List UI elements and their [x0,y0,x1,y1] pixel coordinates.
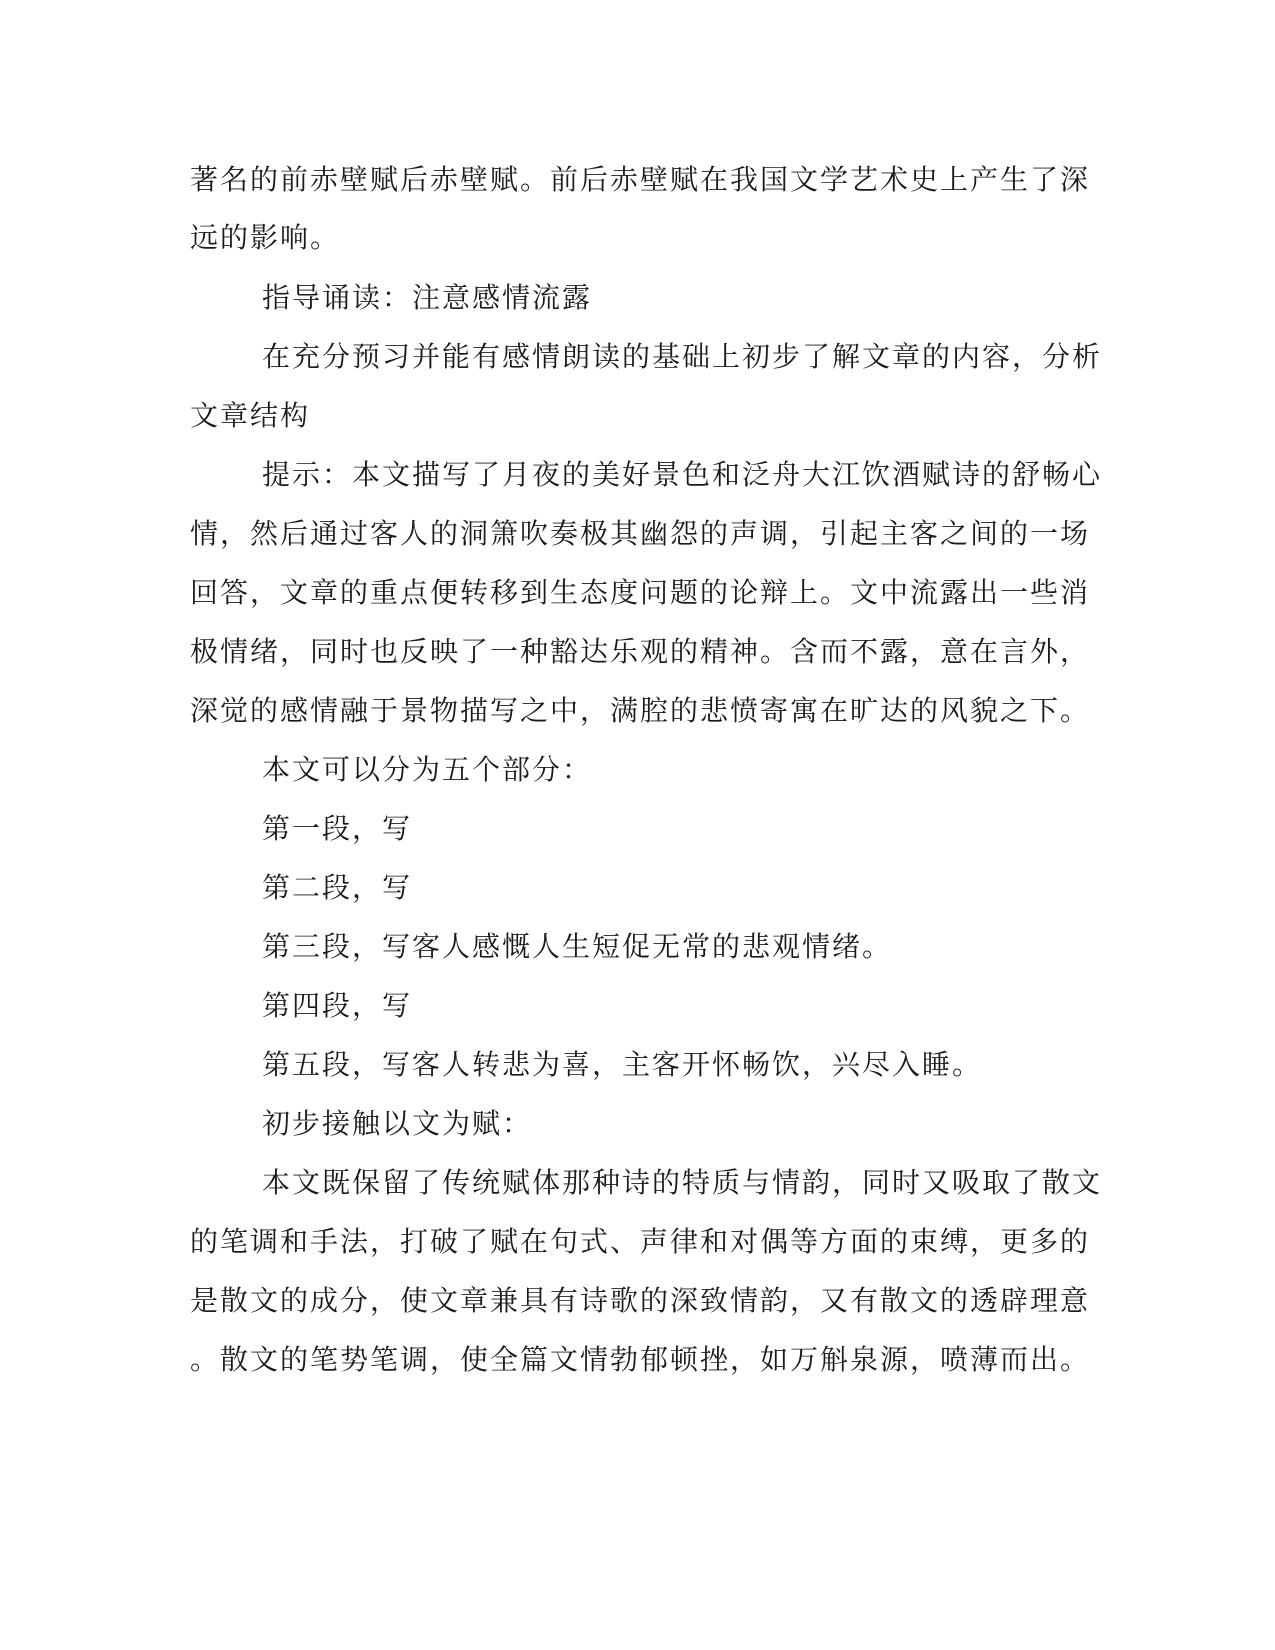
text-line: 极情绪，同时也反映了一种豁达乐观的精神。含而不露，意在言外， [190,635,1091,668]
text-line: 回答，文章的重点便转移到生态度问题的论辩上。文中流露出一些消 [190,576,1091,609]
text-line: 第一段，写 [262,812,413,845]
text-line: 提示：本文描写了月夜的美好景色和泛舟大江饮酒赋诗的舒畅心 [262,458,1103,491]
section-heading: 指导诵读：注意感情流露 [262,281,593,314]
text-line: 第五段，写客人转悲为喜，主客开怀畅饮，兴尽入睡。 [262,1048,983,1081]
text-line: 文章结构 [190,399,311,432]
text-line: 深觉的感情融于景物描写之中，满腔的悲愤寄寓在旷达的风貌之下。 [190,694,1091,727]
text-line: 的笔调和手法，打破了赋在句式、声律和对偶等方面的束缚，更多的 [190,1225,1091,1258]
section-heading: 本文可以分为五个部分： [262,753,593,786]
text-line: 是散文的成分，使文章兼具有诗歌的深致情韵，又有散文的透辟理意 [190,1284,1091,1317]
text-line: 第二段，写 [262,871,413,904]
text-line: 远的影响。 [190,221,341,254]
text-line: 第三段，写客人感慨人生短促无常的悲观情绪。 [262,930,893,963]
text-line: 在充分预习并能有感情朗读的基础上初步了解文章的内容，分析 [262,340,1103,373]
text-line: 著名的前赤壁赋后赤壁赋。前后赤壁赋在我国文学艺术史上产生了深 [190,163,1091,196]
text-line: 。散文的笔势笔调，使全篇文情勃郁顿挫，如万斛泉源，喷薄而出。 [190,1343,1091,1376]
text-line: 第四段，写 [262,989,413,1022]
text-line: 本文既保留了传统赋体那种诗的特质与情韵，同时又吸取了散文 [262,1166,1103,1199]
text-line: 情，然后通过客人的洞箫吹奏极其幽怨的声调，引起主客之间的一场 [190,517,1091,550]
section-heading: 初步接触以文为赋： [262,1107,533,1140]
